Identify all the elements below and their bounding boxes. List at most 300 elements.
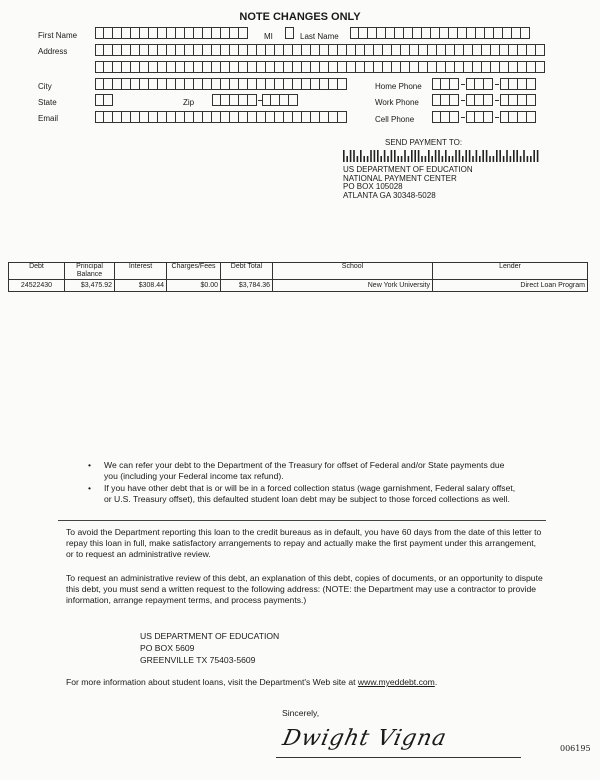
barcode-bar <box>510 156 512 162</box>
char-box[interactable] <box>395 27 404 39</box>
char-box[interactable] <box>203 27 212 39</box>
char-box[interactable] <box>450 94 459 106</box>
website-link[interactable]: www.myeddebt.com <box>357 677 435 687</box>
char-box[interactable] <box>320 44 329 56</box>
char-box[interactable] <box>185 44 194 56</box>
col-school: School <box>273 263 433 280</box>
char-box[interactable] <box>221 94 230 106</box>
char-box[interactable] <box>203 111 212 123</box>
char-box[interactable] <box>450 111 459 123</box>
char-box[interactable] <box>239 78 248 90</box>
char-box[interactable] <box>464 61 473 73</box>
char-box[interactable] <box>140 27 149 39</box>
char-box[interactable] <box>500 44 509 56</box>
last-name-label: Last Name <box>300 32 339 41</box>
char-box[interactable] <box>311 78 320 90</box>
char-box[interactable] <box>95 61 104 73</box>
char-box[interactable] <box>266 78 275 90</box>
char-box[interactable] <box>500 61 509 73</box>
char-box[interactable] <box>431 27 440 39</box>
char-box[interactable] <box>158 27 167 39</box>
char-box[interactable] <box>413 27 422 39</box>
char-box[interactable] <box>320 78 329 90</box>
char-box[interactable] <box>410 44 419 56</box>
col-charges-fees: Charges/Fees <box>167 263 221 280</box>
char-box[interactable] <box>257 111 266 123</box>
char-box[interactable] <box>95 94 104 106</box>
char-box[interactable] <box>401 44 410 56</box>
review-address <box>140 630 279 666</box>
char-box[interactable] <box>509 94 518 106</box>
char-box[interactable] <box>122 78 131 90</box>
address-line-2-input[interactable] <box>95 61 545 73</box>
char-box[interactable] <box>320 111 329 123</box>
char-box[interactable] <box>419 44 428 56</box>
char-box[interactable] <box>350 27 359 39</box>
char-box[interactable] <box>500 78 509 90</box>
char-box[interactable] <box>458 27 467 39</box>
char-box[interactable] <box>104 78 113 90</box>
work-phone-prefix-input[interactable] <box>466 94 493 106</box>
char-box[interactable] <box>176 61 185 73</box>
char-box[interactable] <box>280 94 289 106</box>
char-box[interactable] <box>536 61 545 73</box>
char-box[interactable] <box>500 94 509 106</box>
char-box[interactable] <box>95 27 104 39</box>
char-box[interactable] <box>527 111 536 123</box>
zip-input[interactable] <box>212 94 257 106</box>
char-box[interactable] <box>359 27 368 39</box>
char-box[interactable] <box>203 78 212 90</box>
char-box[interactable] <box>230 111 239 123</box>
char-box[interactable] <box>475 111 484 123</box>
char-box[interactable] <box>536 44 545 56</box>
barcode-bar <box>394 150 396 162</box>
char-box[interactable] <box>248 78 257 90</box>
barcode-bar <box>462 156 464 162</box>
home-phone-line-input[interactable] <box>500 78 536 90</box>
char-box[interactable] <box>275 78 284 90</box>
char-box[interactable] <box>450 78 459 90</box>
char-box[interactable] <box>266 44 275 56</box>
char-box[interactable] <box>392 61 401 73</box>
char-box[interactable] <box>383 44 392 56</box>
char-box[interactable] <box>158 78 167 90</box>
char-box[interactable] <box>455 44 464 56</box>
char-box[interactable] <box>432 111 441 123</box>
char-box[interactable] <box>212 94 221 106</box>
char-box[interactable] <box>266 61 275 73</box>
char-box[interactable] <box>410 61 419 73</box>
cell-phone-prefix-input[interactable] <box>466 111 493 123</box>
char-box[interactable] <box>122 111 131 123</box>
cell-phone-line-input[interactable] <box>500 111 536 123</box>
char-box[interactable] <box>285 27 294 39</box>
char-box[interactable] <box>491 44 500 56</box>
char-box[interactable] <box>230 94 239 106</box>
char-box[interactable] <box>104 61 113 73</box>
char-box[interactable] <box>302 78 311 90</box>
char-box[interactable] <box>194 27 203 39</box>
char-box[interactable] <box>329 111 338 123</box>
char-box[interactable] <box>311 44 320 56</box>
char-box[interactable] <box>221 27 230 39</box>
char-box[interactable] <box>284 44 293 56</box>
barcode-bar <box>377 150 379 162</box>
char-box[interactable] <box>446 44 455 56</box>
char-box[interactable] <box>289 94 298 106</box>
debt-number-cell: 24522430 <box>9 280 65 292</box>
char-box[interactable] <box>503 27 512 39</box>
char-box[interactable] <box>518 94 527 106</box>
char-box[interactable] <box>293 111 302 123</box>
char-box[interactable] <box>365 44 374 56</box>
char-box[interactable] <box>176 27 185 39</box>
char-box[interactable] <box>475 78 484 90</box>
first-name-input[interactable] <box>95 27 248 39</box>
char-box[interactable] <box>131 44 140 56</box>
char-box[interactable] <box>248 44 257 56</box>
char-box[interactable] <box>347 61 356 73</box>
char-box[interactable] <box>432 78 441 90</box>
char-box[interactable] <box>122 27 131 39</box>
char-box[interactable] <box>167 61 176 73</box>
payment-address-line: NATIONAL PAYMENT CENTER <box>343 173 457 183</box>
char-box[interactable] <box>203 61 212 73</box>
char-box[interactable] <box>122 44 131 56</box>
char-box[interactable] <box>239 61 248 73</box>
char-box[interactable] <box>284 111 293 123</box>
char-box[interactable] <box>527 94 536 106</box>
barcode-bar <box>486 150 488 162</box>
char-box[interactable] <box>302 61 311 73</box>
char-box[interactable] <box>338 78 347 90</box>
work-phone-area-input[interactable] <box>432 94 459 106</box>
char-box[interactable] <box>158 111 167 123</box>
char-box[interactable] <box>176 78 185 90</box>
work-phone-dash-2 <box>495 100 499 101</box>
char-box[interactable] <box>347 44 356 56</box>
char-box[interactable] <box>176 44 185 56</box>
char-box[interactable] <box>374 44 383 56</box>
char-box[interactable] <box>518 44 527 56</box>
char-box[interactable] <box>386 27 395 39</box>
char-box[interactable] <box>401 61 410 73</box>
barcode-bar <box>428 150 430 162</box>
char-box[interactable] <box>131 78 140 90</box>
char-box[interactable] <box>185 27 194 39</box>
debt-table <box>8 262 588 292</box>
char-box[interactable] <box>212 78 221 90</box>
char-box[interactable] <box>248 61 257 73</box>
char-box[interactable] <box>338 44 347 56</box>
char-box[interactable] <box>230 27 239 39</box>
char-box[interactable] <box>257 44 266 56</box>
char-box[interactable] <box>104 94 113 106</box>
barcode-bar <box>357 156 359 162</box>
char-box[interactable] <box>212 27 221 39</box>
barcode-bar <box>387 156 389 162</box>
char-box[interactable] <box>284 61 293 73</box>
char-box[interactable] <box>473 61 482 73</box>
char-box[interactable] <box>509 111 518 123</box>
char-box[interactable] <box>419 61 428 73</box>
char-box[interactable] <box>140 44 149 56</box>
barcode-bar <box>353 150 355 162</box>
form-title: NOTE CHANGES ONLY <box>239 11 361 23</box>
char-box[interactable] <box>221 61 230 73</box>
char-box[interactable] <box>113 61 122 73</box>
char-box[interactable] <box>518 78 527 90</box>
debt-total-cell: $3,784.36 <box>221 280 273 292</box>
char-box[interactable] <box>95 78 104 90</box>
char-box[interactable] <box>140 61 149 73</box>
col-debt-total: Debt Total <box>221 263 273 280</box>
char-box[interactable] <box>293 61 302 73</box>
char-box[interactable] <box>239 111 248 123</box>
char-box[interactable] <box>212 44 221 56</box>
home-phone-prefix-input[interactable] <box>466 78 493 90</box>
cell-phone-area-input[interactable] <box>432 111 459 123</box>
char-box[interactable] <box>518 111 527 123</box>
barcode-bar <box>431 156 433 162</box>
char-box[interactable] <box>320 61 329 73</box>
char-box[interactable] <box>383 61 392 73</box>
document-number: 006195 <box>560 744 591 753</box>
char-box[interactable] <box>262 94 271 106</box>
char-box[interactable] <box>329 61 338 73</box>
char-box[interactable] <box>446 61 455 73</box>
char-box[interactable] <box>239 27 248 39</box>
char-box[interactable] <box>185 78 194 90</box>
char-box[interactable] <box>428 44 437 56</box>
char-box[interactable] <box>484 111 493 123</box>
char-box[interactable] <box>527 44 536 56</box>
char-box[interactable] <box>266 111 275 123</box>
char-box[interactable] <box>230 44 239 56</box>
char-box[interactable] <box>428 61 437 73</box>
char-box[interactable] <box>149 78 158 90</box>
address-line-1-input[interactable] <box>95 44 545 56</box>
char-box[interactable] <box>104 27 113 39</box>
char-box[interactable] <box>248 111 257 123</box>
char-box[interactable] <box>338 61 347 73</box>
char-box[interactable] <box>466 78 475 90</box>
char-box[interactable] <box>221 44 230 56</box>
char-box[interactable] <box>104 111 113 123</box>
char-box[interactable] <box>167 111 176 123</box>
char-box[interactable] <box>167 27 176 39</box>
char-box[interactable] <box>149 111 158 123</box>
email-input[interactable] <box>95 111 347 123</box>
char-box[interactable] <box>473 44 482 56</box>
charges-cell: $0.00 <box>167 280 221 292</box>
char-box[interactable] <box>167 44 176 56</box>
char-box[interactable] <box>485 27 494 39</box>
char-box[interactable] <box>122 61 131 73</box>
char-box[interactable] <box>392 44 401 56</box>
more-info-suffix: . <box>434 677 438 687</box>
char-box[interactable] <box>113 111 122 123</box>
consequences-list <box>86 460 516 506</box>
char-box[interactable] <box>257 61 266 73</box>
char-box[interactable] <box>284 78 293 90</box>
char-box[interactable] <box>464 44 473 56</box>
char-box[interactable] <box>484 94 493 106</box>
char-box[interactable] <box>239 44 248 56</box>
home-phone-area-input[interactable] <box>432 78 459 90</box>
char-box[interactable] <box>158 61 167 73</box>
char-box[interactable] <box>356 44 365 56</box>
home-phone-dash-2 <box>495 84 499 85</box>
char-box[interactable] <box>466 111 475 123</box>
char-box[interactable] <box>482 61 491 73</box>
barcode-bar <box>469 150 471 162</box>
char-box[interactable] <box>311 61 320 73</box>
table-header-row <box>9 263 588 280</box>
char-box[interactable] <box>194 78 203 90</box>
char-box[interactable] <box>176 111 185 123</box>
char-box[interactable] <box>365 61 374 73</box>
zip-plus4-input[interactable] <box>262 94 298 106</box>
char-box[interactable] <box>140 78 149 90</box>
char-box[interactable] <box>482 44 491 56</box>
default-notice-paragraph: To avoid the Department reporting this loan to the credit bureaus as in default, you have 60 days from the date of this letter to repay this loan in full, make satisfactory arrangements to repay and actually make the first payment under this arrangement, or to request an administrative review. <box>66 527 542 559</box>
char-box[interactable] <box>404 27 413 39</box>
char-box[interactable] <box>329 78 338 90</box>
char-box[interactable] <box>113 78 122 90</box>
char-box[interactable] <box>437 44 446 56</box>
char-box[interactable] <box>476 27 485 39</box>
char-box[interactable] <box>527 78 536 90</box>
char-box[interactable] <box>467 27 476 39</box>
char-box[interactable] <box>95 44 104 56</box>
state-label: State <box>38 98 57 107</box>
char-box[interactable] <box>158 44 167 56</box>
char-box[interactable] <box>95 111 104 123</box>
char-box[interactable] <box>239 94 248 106</box>
char-box[interactable] <box>230 78 239 90</box>
barcode-bar <box>435 150 437 162</box>
char-box[interactable] <box>521 27 530 39</box>
barcode-bar <box>418 150 420 162</box>
char-box[interactable] <box>275 44 284 56</box>
barcode-bar <box>482 150 484 162</box>
char-box[interactable] <box>113 27 122 39</box>
zip-label: Zip <box>183 98 195 107</box>
char-box[interactable] <box>302 44 311 56</box>
char-box[interactable] <box>518 61 527 73</box>
char-box[interactable] <box>212 61 221 73</box>
char-box[interactable] <box>194 61 203 73</box>
payment-address-line: US DEPARTMENT OF EDUCATION <box>343 165 473 174</box>
char-box[interactable] <box>441 94 450 106</box>
char-box[interactable] <box>185 61 194 73</box>
char-box[interactable] <box>293 44 302 56</box>
char-box[interactable] <box>113 44 122 56</box>
char-box[interactable] <box>194 111 203 123</box>
char-box[interactable] <box>212 111 221 123</box>
char-box[interactable] <box>509 44 518 56</box>
char-box[interactable] <box>131 111 140 123</box>
cell-phone-label: Cell Phone <box>375 115 415 124</box>
char-box[interactable] <box>377 27 386 39</box>
city-input[interactable] <box>95 78 347 90</box>
char-box[interactable] <box>221 78 230 90</box>
char-box[interactable] <box>527 61 536 73</box>
char-box[interactable] <box>329 44 338 56</box>
char-box[interactable] <box>311 111 320 123</box>
char-box[interactable] <box>194 44 203 56</box>
char-box[interactable] <box>441 111 450 123</box>
char-box[interactable] <box>374 61 383 73</box>
char-box[interactable] <box>149 61 158 73</box>
home-phone-label: Home Phone <box>375 82 422 91</box>
char-box[interactable] <box>221 111 230 123</box>
char-box[interactable] <box>149 44 158 56</box>
char-box[interactable] <box>440 27 449 39</box>
char-box[interactable] <box>167 78 176 90</box>
char-box[interactable] <box>437 61 446 73</box>
barcode-bar <box>374 150 376 162</box>
char-box[interactable] <box>271 94 280 106</box>
char-box[interactable] <box>275 111 284 123</box>
barcode-bar <box>404 150 406 162</box>
char-box[interactable] <box>203 44 212 56</box>
work-phone-label: Work Phone <box>375 98 419 107</box>
cell-phone-dash-1 <box>461 117 465 118</box>
char-box[interactable] <box>455 61 464 73</box>
char-box[interactable] <box>131 61 140 73</box>
barcode-bar <box>397 156 399 162</box>
char-box[interactable] <box>512 27 521 39</box>
mi-input[interactable] <box>285 27 294 39</box>
barcode-bar <box>537 150 539 162</box>
char-box[interactable] <box>149 27 158 39</box>
char-box[interactable] <box>500 111 509 123</box>
char-box[interactable] <box>491 61 500 73</box>
char-box[interactable] <box>475 94 484 106</box>
char-box[interactable] <box>257 78 266 90</box>
char-box[interactable] <box>466 94 475 106</box>
char-box[interactable] <box>449 27 458 39</box>
char-box[interactable] <box>368 27 377 39</box>
state-input[interactable] <box>95 94 113 106</box>
col-debt: Debt <box>9 263 65 280</box>
char-box[interactable] <box>509 61 518 73</box>
char-box[interactable] <box>185 111 194 123</box>
char-box[interactable] <box>356 61 365 73</box>
char-box[interactable] <box>509 78 518 90</box>
char-box[interactable] <box>230 61 239 73</box>
char-box[interactable] <box>140 111 149 123</box>
last-name-input[interactable] <box>350 27 530 39</box>
char-box[interactable] <box>441 78 450 90</box>
char-box[interactable] <box>484 78 493 90</box>
char-box[interactable] <box>432 94 441 106</box>
char-box[interactable] <box>248 94 257 106</box>
char-box[interactable] <box>275 61 284 73</box>
char-box[interactable] <box>494 27 503 39</box>
char-box[interactable] <box>338 111 347 123</box>
char-box[interactable] <box>131 27 140 39</box>
work-phone-line-input[interactable] <box>500 94 536 106</box>
char-box[interactable] <box>104 44 113 56</box>
char-box[interactable] <box>293 78 302 90</box>
char-box[interactable] <box>422 27 431 39</box>
char-box[interactable] <box>302 111 311 123</box>
barcode-bar <box>503 156 505 162</box>
